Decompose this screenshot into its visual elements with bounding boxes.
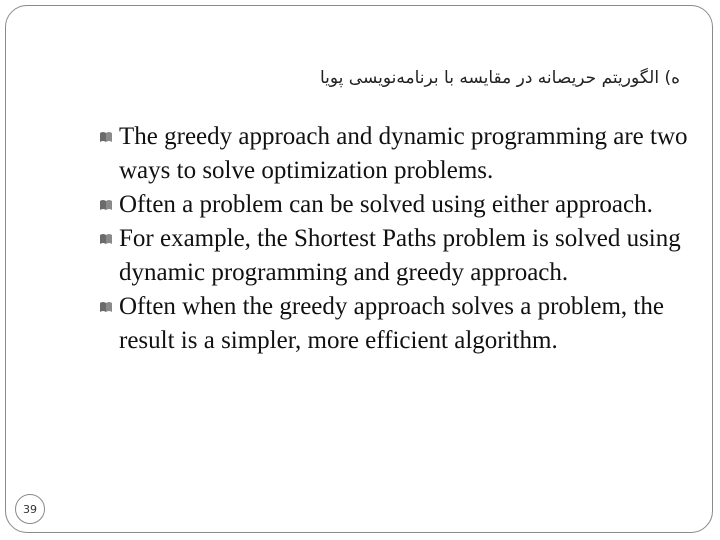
open-book-icon bbox=[100, 199, 112, 210]
bullet-item bbox=[100, 120, 700, 188]
open-book-icon bbox=[100, 131, 112, 142]
open-book-icon bbox=[100, 233, 112, 244]
bullet-item bbox=[100, 290, 700, 358]
bullet-text: The greedy approach and dynamic programming are two ways to solve optimization problems. bbox=[119, 123, 688, 184]
page-number: 39 bbox=[15, 494, 45, 524]
open-book-icon bbox=[100, 301, 112, 312]
bullet-text: Often a problem can be solved using either approach. bbox=[119, 191, 653, 218]
bullet-item bbox=[100, 188, 700, 222]
bullet-item bbox=[100, 222, 700, 290]
bullet-list bbox=[100, 120, 700, 358]
slide-title: ه) الگوریتم حریصانه در مقایسه با برنامه‌نویسی پویا bbox=[319, 68, 680, 88]
bullet-text: For example, the Shortest Paths problem is solved using dynamic programming and greedy approach. bbox=[119, 225, 681, 286]
bullet-text: Often when the greedy approach solves a problem, the result is a simpler, more efficient algorithm. bbox=[119, 293, 664, 354]
